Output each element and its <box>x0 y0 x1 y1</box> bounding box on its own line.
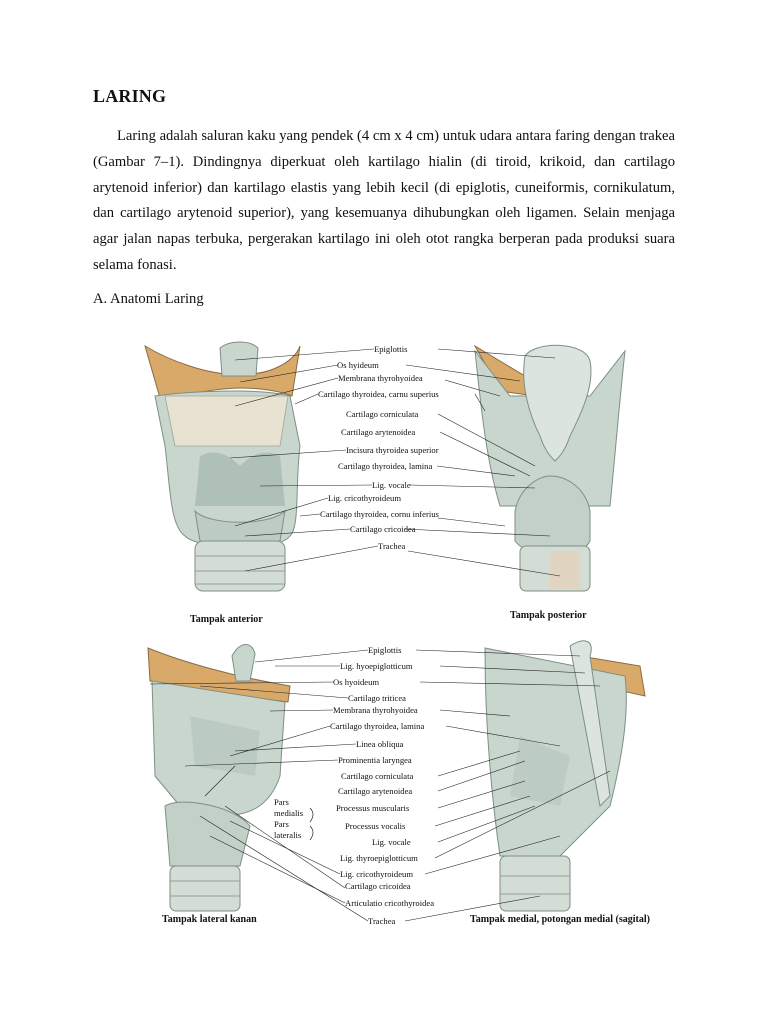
label-prominentia: Prominentia laryngea <box>338 755 412 765</box>
label-pars-lateralis-2: lateralis <box>274 830 302 840</box>
label-os-hyideum: Os hyideum <box>337 360 379 370</box>
caption-lateral: Tampak lateral kanan <box>162 914 257 925</box>
label-trachea-bottom: Trachea <box>368 916 396 926</box>
larynx-illustration <box>140 336 685 932</box>
label-os-hyoideum: Os hyoideum <box>333 677 380 687</box>
label-thyroepiglotticum: Lig. thyroepiglotticum <box>340 853 418 863</box>
label-corniculata-top: Cartilago corniculata <box>346 409 419 419</box>
label-lig-vocale-bottom: Lig. vocale <box>372 837 411 847</box>
caption-anterior: Tampak anterior <box>190 614 263 625</box>
label-membrana-thyrohyoidea-top: Membrana thyrohyoidea <box>338 373 423 383</box>
label-lamina-top: Cartilago thyroidea, lamina <box>338 461 433 471</box>
label-trachea-top: Trachea <box>378 541 406 551</box>
label-lamina-bottom: Cartilago thyroidea, lamina <box>330 721 425 731</box>
larynx-anatomy-figure <box>140 336 685 932</box>
label-processus-vocalis: Processus vocalis <box>345 821 406 831</box>
label-corniculata-bottom: Cartilago corniculata <box>341 771 414 781</box>
label-cricoidea-top: Cartilago cricoidea <box>350 524 416 534</box>
subsection-heading: A. Anatomi Laring <box>93 291 204 307</box>
label-arytenoidea-top: Cartilago arytenoidea <box>341 427 416 437</box>
posterior-view-drawing <box>475 345 625 591</box>
label-pars-lateralis-1: Pars <box>274 819 289 829</box>
label-lig-vocale-top: Lig. vocale <box>372 480 411 490</box>
label-arytenoidea-bottom: Cartilago arytenoidea <box>338 786 413 796</box>
label-pars-medialis-1: Pars <box>274 797 289 807</box>
label-linea-obliqua: Linea obliqua <box>356 739 404 749</box>
label-lig-cricothyroideum-bottom: Lig. cricothyroideum <box>340 869 414 879</box>
caption-medial: Tampak medial, potongan medial (sagital) <box>470 914 650 925</box>
label-processus-muscularis: Processus muscularis <box>336 803 410 813</box>
medial-view-drawing <box>485 641 645 911</box>
label-articulatio: Articulatio cricothyroidea <box>345 898 435 908</box>
lateral-view-drawing <box>148 644 290 911</box>
label-epiglottis-top: Epiglottis <box>374 344 408 354</box>
label-lig-cricothyroideum-top: Lig. cricothyroideum <box>328 493 402 503</box>
label-cricoidea-bottom: Cartilago cricoidea <box>345 881 411 891</box>
label-cornu-inferius: Cartilago thyroidea, cornu inferius <box>320 509 439 519</box>
label-triticea: Cartilago triticea <box>348 693 406 703</box>
label-carnu-superius: Cartilago thyroidea, carnu superius <box>318 389 439 399</box>
body-paragraph: Laring adalah saluran kaku yang pendek (4 cm x 4 cm) untuk udara antara faring dengan trakea (Gambar 7–1). Dindingnya diperkuat oleh kartilago hialin (di tiroid, krikoid, dan cartilago arytenoid inferior) dan kartilago elastis yang lebih kecil (di epiglotis, cuneiformis, cornikulatum, dan cartilago arytenoid superior), yang kesemuanya dihubungkan oleh ligamen. Selain menjaga agar jalan napas terbuka, pergerakan kartilago ini oleh otot rangka berperan pada produksi suara selama fonasi. <box>93 128 675 273</box>
label-hyoepiglotticum: Lig. hyoepiglotticum <box>340 661 413 671</box>
caption-posterior: Tampak posterior <box>510 610 587 621</box>
label-incisura: Incisura thyroidea superior <box>346 445 439 455</box>
label-pars-medialis-2: medialis <box>274 808 304 818</box>
label-membrana-thyrohyoidea-bottom: Membrana thyrohyoidea <box>333 705 418 715</box>
anterior-view-drawing <box>145 342 300 591</box>
section-heading: LARING <box>93 86 167 106</box>
label-epiglottis-bottom: Epiglottis <box>368 645 402 655</box>
